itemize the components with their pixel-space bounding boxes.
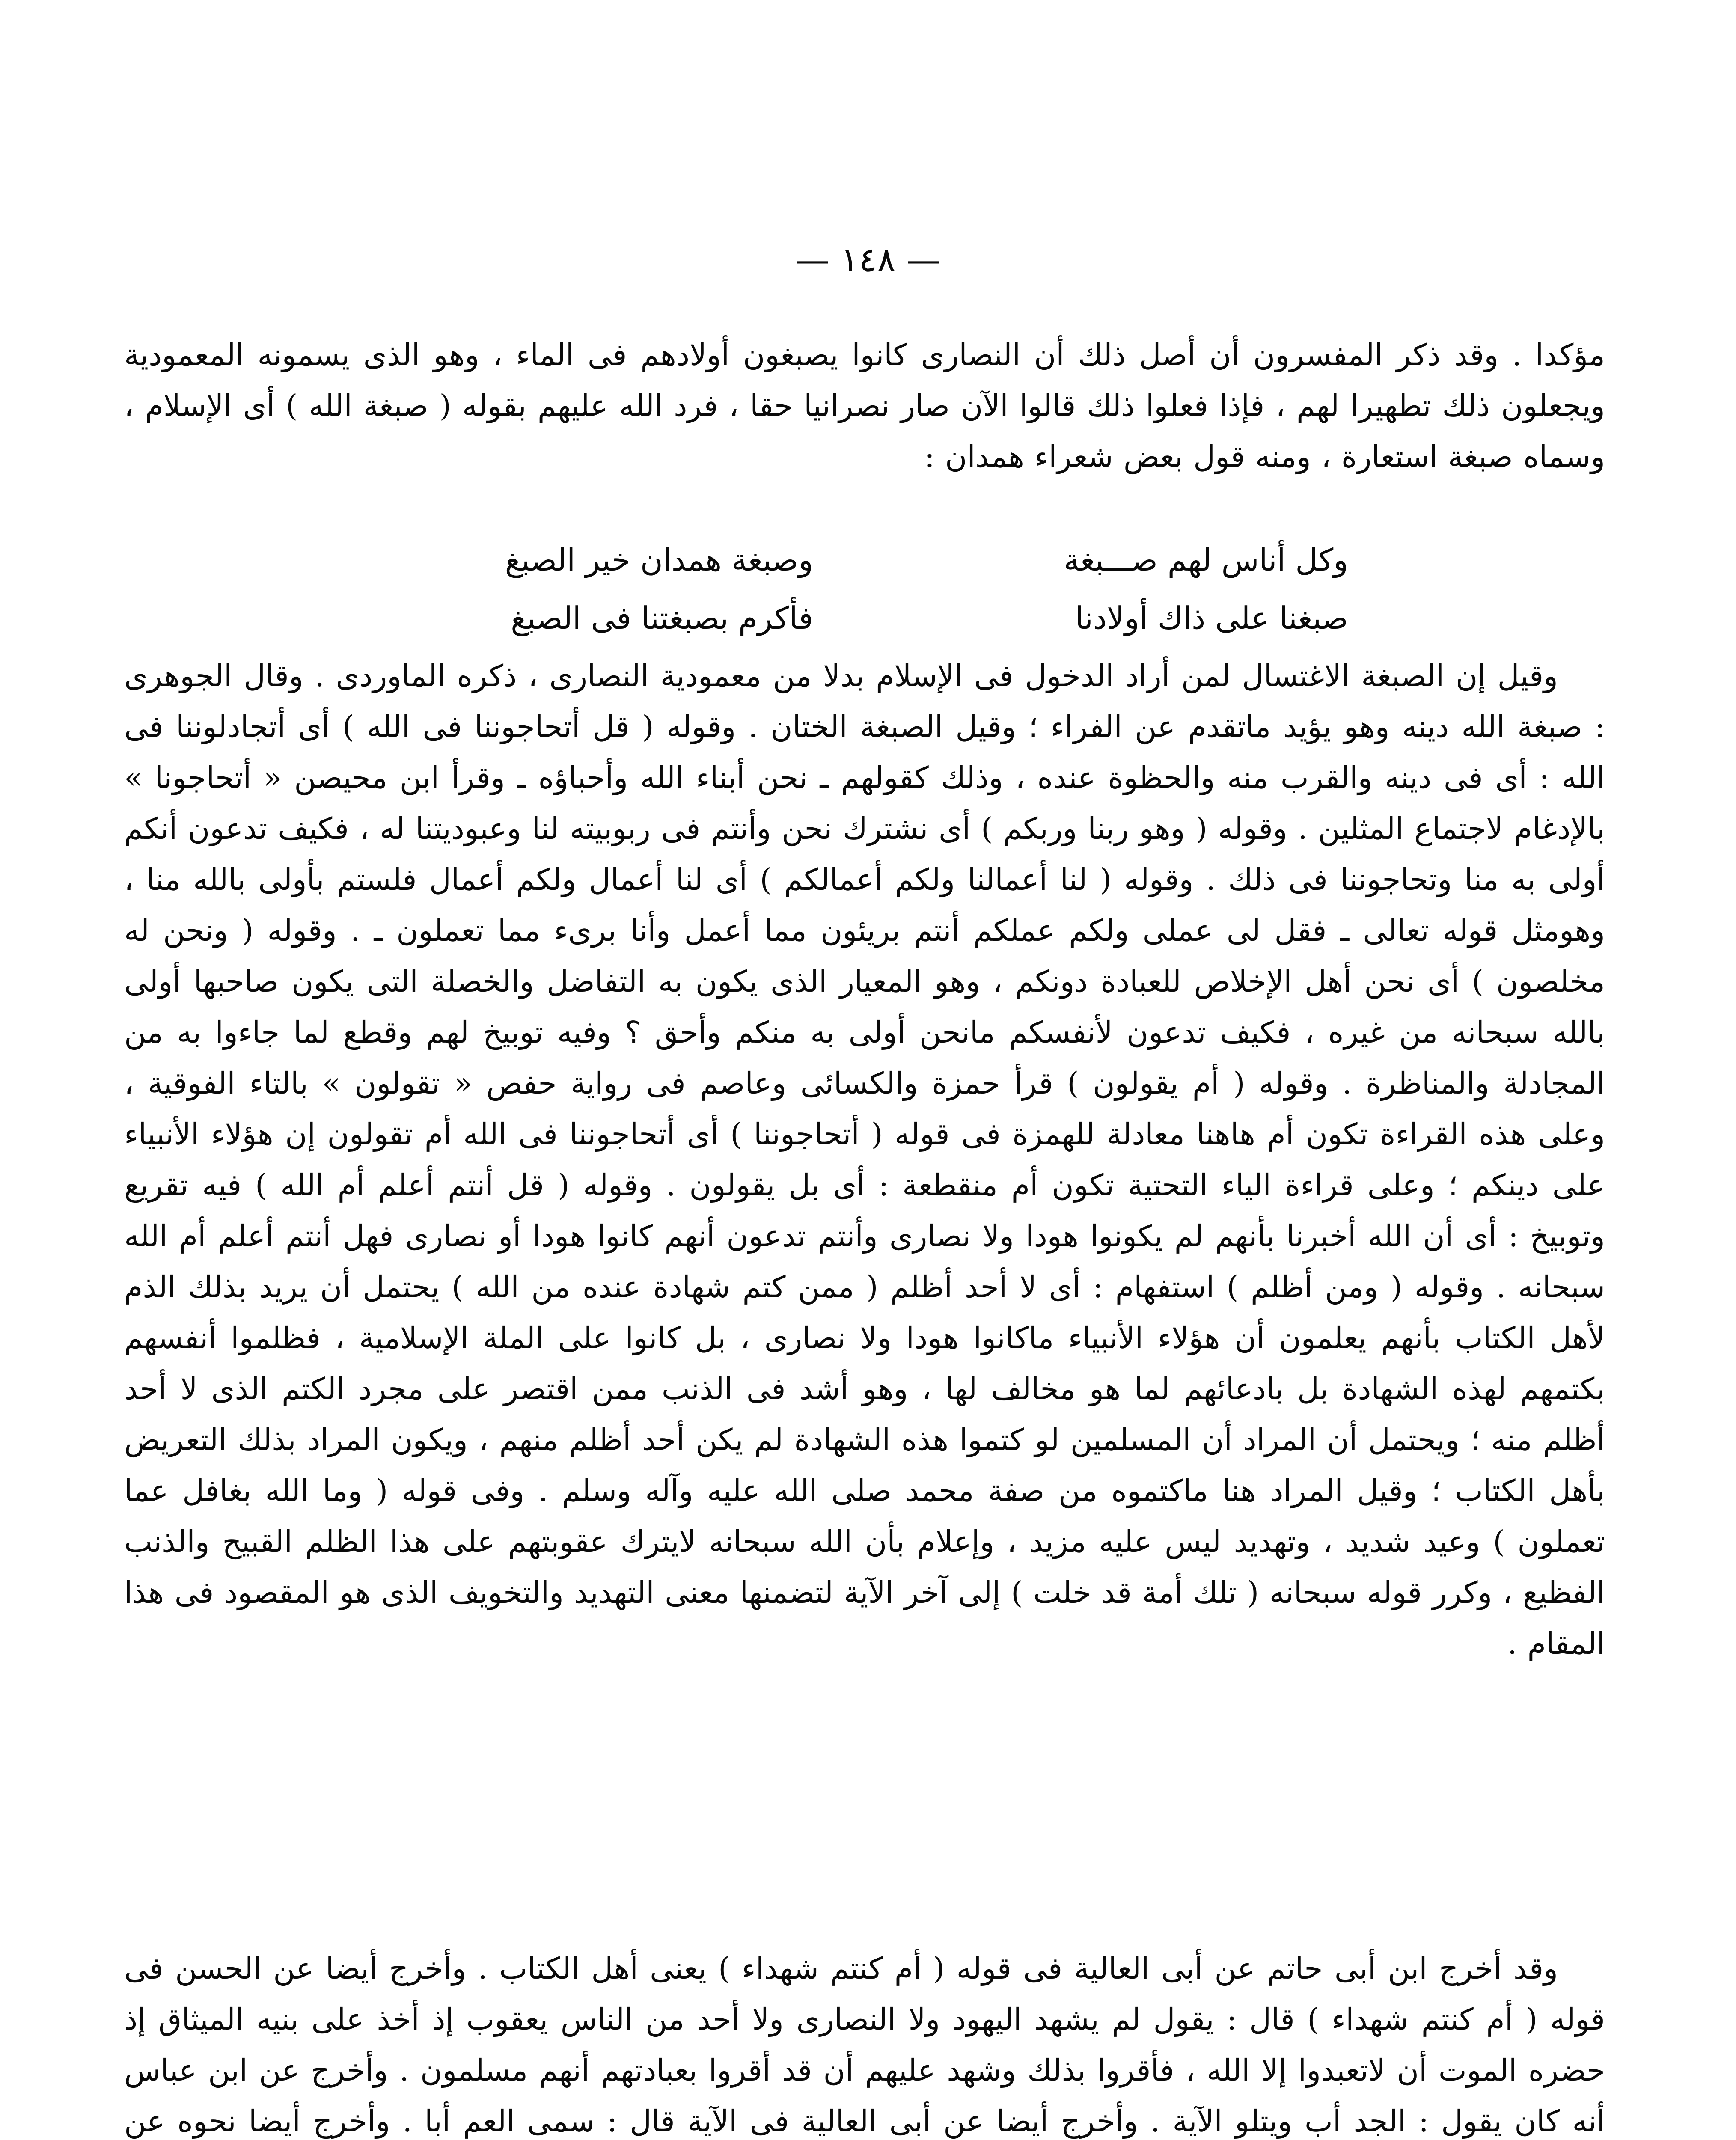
page-number: — ١٤٨ — — [795, 240, 941, 279]
poem-verse — [385, 531, 1348, 589]
poem-verses — [385, 531, 1348, 647]
paragraph-narrations: وقد أخرج ابن أبى حاتم عن أبى العالية فى قوله ( أم كنتم شهداء ) يعنى أهل الكتاب . وأخرج أيضا عن الحسن فى قوله ( أم كنتم شهداء ) قال : يقول لم يشهد اليهود ولا النصارى ولا أحد من الناس يعقوب إذ أخذ على بنيه الميثاق إذ حضره الموت أن لاتعبدوا إلا الله ، فأقروا بذلك وشهد عليهم أن قد أقروا بعبادتهم أنهم مسلمون . وأخرج عن ابن عباس أنه كان يقول : الجد أب ويتلو الآية . وأخرج أيضا عن أبى العالية فى الآية قال : سمى العم أبا . وأخرج أيضا نحوه عن — [124, 1951, 1605, 2139]
poem-verse — [385, 589, 1348, 647]
poem-verse-second-hemistich: وصبغة همدان خير الصبغ — [505, 542, 813, 578]
poem-verse-first-hemistich: صبغنا على ذاك أولادنا — [1075, 600, 1348, 636]
poem-verse-second-hemistich: فأكرم بصبغتنا فى الصبغ — [511, 600, 813, 636]
paragraph-opening: مؤكدا . وقد ذكر المفسرون أن أصل ذلك أن النصارى كانوا يصبغون أولادهم فى الماء ، وهو الذى يسمونه المعمودية ويجعلون ذلك تطهيرا لهم ، فإذا فعلوا ذلك قالوا الآن صار نصرانيا حقا ، فرد الله عليهم بقوله ( صبغة الله ) أى الإسلام ، وسماه صبغة استعارة ، ومنه قول بعض شعراء همدان : — [124, 337, 1605, 474]
poem-verse-first-hemistich: وكل أناس لهم صـــبغة — [1064, 542, 1348, 578]
paragraph-commentary: وقيل إن الصبغة الاغتسال لمن أراد الدخول فى الإسلام بدلا من معمودية النصارى ، ذكره الماوردى . وقال الجوهرى : صبغة الله دينه وهو يؤيد ماتقدم عن الفراء ؛ وقيل الصبغة الختان . وقوله ( قل أتحاجوننا فى الله ) أى أتجادلوننا فى الله : أى فى دينه والقرب منه والحظوة عنده ، وذلك كقولهم ـ نحن أبناء الله وأحباؤه ـ وقرأ ابن محيصن « أتحاجونا » بالإدغام لاجتماع المثلين . وقوله ( وهو ربنا وربكم ) أى نشترك نحن وأنتم فى ربوبيته لنا وعبوديتنا له ، فكيف تدعون أنكم أولى به منا وتحاجوننا فى ذلك . وقوله ( لنا أعمالنا ولكم أعمالكم ) أى لنا أعمال ولكم أعمال فلستم بأولى بالله منا ، وهومثل قوله تعالى ـ فقل لى عملى ولكم عملكم أنتم بريئون مما أعمل وأنا برىء مما تعملون ـ . وقوله ( ونحن له مخلصون ) أى نحن أهل الإخلاص للعبادة دونكم ، وهو المعيار الذى يكون به التفاضل والخصلة التى يكون صاحبها أولى بالله سبحانه من غيره ، فكيف تدعون لأنفسكم مانحن أولى به منكم وأحق ؟ وفيه توبيخ لهم وقطع لما جاءوا به من المجادلة والمناظرة . وقوله ( أم يقولون ) قرأ حمزة والكسائى وعاصم فى رواية حفص « تقولون » بالتاء الفوقية ، وعلى هذه القراءة تكون أم هاهنا معادلة للهمزة فى قوله ( أتحاجوننا ) أى أتحاجوننا فى الله أم تقولون إن هؤلاء الأنبياء على دينكم ؛ وعلى قراءة الياء التحتية تكون أم منقطعة : أى بل يقولون . وقوله ( قل أنتم أعلم أم الله ) فيه تقريع وتوبيخ : أى أن الله أخبرنا بأنهم لم يكونوا هودا ولا نصارى وأنتم تدعون أنهم كانوا هودا أو نصارى فهل أنتم أعلم أم الله سبحانه . وقوله ( ومن أظلم ) استفهام : أى لا أحد أظلم ( ممن كتم شهادة عنده من الله ) يحتمل أن يريد بذلك الذم لأهل الكتاب بأنهم يعلمون أن هؤلاء الأنبياء ماكانوا هودا ولا نصارى ، بل كانوا على الملة الإسلامية ، فظلموا أنفسهم بكتمهم لهذه الشهادة بل بادعائهم لما هو مخالف لها ، وهو أشد فى الذنب ممن اقتصر على مجرد الكتم الذى لا أحد أظلم منه ؛ ويحتمل أن المراد أن المسلمين لو كتموا هذه الشهادة لم يكن أحد أظلم منهم ، ويكون المراد بذلك التعريض بأهل الكتاب ؛ وقيل المراد هنا ماكتموه من صفة محمد صلى الله عليه وآله وسلم . وفى قوله ( وما الله بغافل عما تعملون ) وعيد شديد ، وتهديد ليس عليه مزيد ، وإعلام بأن الله سبحانه لايترك عقوبتهم على هذا الظلم القبيح والذنب الفظيع ، وكرر قوله سبحانه ( تلك أمة قد خلت ) إلى آخر الآية لتضمنها معنى التهديد والتخويف الذى هو المقصود فى هذا المقام . — [124, 658, 1605, 1661]
